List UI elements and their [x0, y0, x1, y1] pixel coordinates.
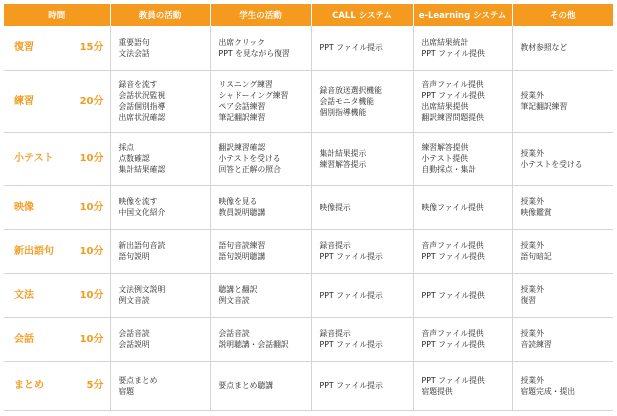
session-minutes: 20分 [79, 95, 104, 107]
teacher-cell [110, 317, 210, 361]
elearning-cell [413, 229, 512, 273]
call-cell [311, 26, 413, 70]
session-cell [4, 273, 110, 317]
session-cell [4, 361, 110, 410]
cell-line: 音声ファイル提供 [421, 80, 484, 89]
session-minutes: 10分 [79, 289, 104, 301]
call-cell [311, 70, 413, 132]
elearning-cell [413, 273, 512, 317]
table-row [4, 361, 613, 410]
cell-line: 要点まとめ聴講 [218, 381, 274, 390]
other-cell [512, 132, 613, 185]
cell-line: リスニング練習 [218, 80, 273, 89]
teacher-cell [110, 361, 210, 410]
cell-line: 出席結果提供 [421, 102, 469, 111]
cell-line: 会話音読 [218, 329, 250, 338]
session-cell [4, 185, 110, 229]
header-call: CALL システム [311, 4, 413, 26]
cell-line: 練習解答提示 [319, 159, 367, 169]
session-name: 会話 [14, 333, 34, 345]
session-minutes: 10分 [79, 333, 104, 345]
cell-line: 会話説明 [118, 340, 150, 349]
student-cell [210, 273, 311, 317]
cell-line: PPT ファイル提供 [421, 252, 485, 261]
cell-line: 音読練習 [520, 340, 552, 349]
student-cell [210, 229, 311, 273]
session-cell [4, 317, 110, 361]
header-time: 時間 [4, 4, 110, 26]
table-row [4, 185, 613, 229]
session-cell [4, 26, 110, 70]
lesson-activity-table [4, 4, 613, 411]
cell-line: 語句音読練習 [218, 241, 266, 250]
header-other: その他 [512, 4, 613, 26]
cell-line: 会話音読 [118, 329, 150, 338]
teacher-cell [110, 70, 210, 132]
student-cell [210, 132, 311, 185]
cell-line: 宿題完成・提出 [520, 386, 576, 396]
cell-line: PPT ファイル提示 [319, 290, 383, 300]
cell-line: 小テストを受ける [520, 159, 583, 169]
cell-line: 授業外 [520, 148, 544, 158]
cell-line: PPT ファイル提供 [421, 91, 485, 100]
header-teacher: 教員の活動 [110, 4, 210, 26]
cell-line: 宿題 [118, 386, 135, 396]
cell-line: 映像提示 [319, 202, 351, 212]
other-cell [512, 185, 613, 229]
cell-line: 宿題提供 [421, 386, 453, 396]
cell-line: 出席結果統計 [421, 37, 469, 47]
teacher-cell [110, 185, 210, 229]
cell-line: 文法例文説明 [118, 285, 166, 294]
cell-line: 授業外 [520, 375, 544, 385]
table-body [4, 26, 613, 410]
student-cell [210, 185, 311, 229]
call-cell [311, 229, 413, 273]
cell-line: PPT ファイル提供 [421, 340, 485, 349]
session-name: 小テスト [14, 153, 54, 164]
cell-line: PPT ファイル提示 [319, 43, 383, 53]
cell-line: 語句暗記 [520, 252, 552, 261]
cell-line: 中国文化紹介 [118, 208, 166, 217]
cell-line: 集計結果確認 [118, 165, 166, 174]
cell-line: 筆記翻訳練習 [218, 113, 266, 122]
table-row [4, 26, 613, 70]
student-cell [210, 70, 311, 132]
cell-line: 筆記翻訳練習 [520, 102, 568, 111]
cell-line: 映像鑑賞 [520, 208, 552, 217]
cell-line: 授業外 [520, 329, 544, 338]
cell-line: 出席状況確認 [118, 113, 166, 122]
table-row [4, 70, 613, 132]
header-elearning: e-Learning システム [413, 4, 512, 26]
cell-line: 要点まとめ [118, 375, 158, 385]
cell-line: 映像を流す [118, 197, 158, 206]
cell-line: PPT ファイル提示 [319, 381, 383, 390]
session-name: まとめ [14, 380, 44, 391]
cell-line: 復習 [520, 296, 537, 305]
session-cell [4, 229, 110, 273]
elearning-cell [413, 70, 512, 132]
cell-line: 個別指導機能 [319, 107, 367, 117]
cell-line: 自動採点・集計 [421, 165, 477, 174]
cell-line: 集計結果提示 [319, 148, 367, 158]
cell-line: PPT ファイル提供 [421, 290, 485, 300]
other-cell [512, 317, 613, 361]
cell-line: 翻訳練習問題提供 [421, 113, 484, 122]
cell-line: 翻訳練習確認 [218, 143, 266, 152]
table-row [4, 317, 613, 361]
table-row [4, 132, 613, 185]
header-student: 学生の活動 [210, 4, 311, 26]
other-cell [512, 26, 613, 70]
other-cell [512, 361, 613, 410]
table-row [4, 229, 613, 273]
teacher-cell [110, 229, 210, 273]
session-name: 復習 [14, 42, 34, 54]
cell-line: 音声ファイル提供 [421, 241, 484, 250]
cell-line: 文法会話 [118, 48, 150, 58]
other-cell [512, 273, 613, 317]
student-cell [210, 361, 311, 410]
session-minutes: 15分 [79, 42, 104, 54]
call-cell [311, 317, 413, 361]
elearning-cell [413, 185, 512, 229]
cell-line: 出席クリック [218, 37, 265, 47]
cell-line: 教員説明聴講 [218, 208, 266, 217]
session-minutes: 10分 [79, 153, 104, 164]
cell-line: 映像ファイル提供 [421, 202, 484, 212]
cell-line: 授業外 [520, 285, 544, 294]
cell-line: ペア会話練習 [218, 102, 266, 111]
cell-line: 重要語句 [118, 37, 150, 47]
cell-line: 録音放送選択機能 [319, 85, 382, 95]
cell-line: 会話モニタ機能 [319, 96, 375, 106]
call-cell [311, 185, 413, 229]
cell-line: 聴講と翻訳 [218, 285, 258, 294]
cell-line: 授業外 [520, 197, 544, 206]
cell-line: 授業外 [520, 241, 544, 250]
other-cell [512, 229, 613, 273]
session-cell [4, 132, 110, 185]
elearning-cell [413, 132, 512, 185]
cell-line: 小テストを受ける [218, 154, 281, 163]
cell-line: 語句説明聴講 [218, 252, 266, 261]
call-cell [311, 273, 413, 317]
cell-line: PPT ファイル提示 [319, 252, 383, 261]
cell-line: 会話状況監視 [118, 91, 166, 100]
cell-line: 録音提示 [319, 241, 351, 250]
teacher-cell [110, 132, 210, 185]
cell-line: PPT ファイル提供 [421, 375, 485, 385]
cell-line: PPT を見ながら復習 [218, 48, 290, 58]
cell-line: 回答と正解の照合 [218, 165, 281, 174]
cell-line: 語句説明 [118, 252, 150, 261]
session-name: 新出語句 [14, 245, 54, 257]
elearning-cell [413, 317, 512, 361]
cell-line: 録音提示 [319, 329, 351, 338]
student-cell [210, 317, 311, 361]
cell-line: 教材参照など [520, 43, 568, 53]
cell-line: シャドーイング練習 [218, 91, 289, 100]
call-cell [311, 132, 413, 185]
table-row [4, 273, 613, 317]
cell-line: 授業外 [520, 91, 544, 100]
cell-line: PPT ファイル提示 [319, 340, 383, 349]
cell-line: 例文音読 [118, 296, 150, 305]
cell-line: 説明聴講・会話翻訳 [218, 340, 289, 349]
other-cell [512, 70, 613, 132]
cell-line: PPT ファイル提供 [421, 48, 485, 58]
cell-line: 練習解答提供 [421, 143, 469, 152]
session-name: 練習 [14, 95, 34, 107]
cell-line: 録音を流す [118, 80, 158, 89]
cell-line: 会話個別指導 [118, 102, 166, 111]
header-row [4, 4, 613, 26]
elearning-cell [413, 361, 512, 410]
cell-line: 例文音読 [218, 296, 250, 305]
cell-line: 点数確認 [118, 154, 150, 163]
session-name: 文法 [14, 289, 34, 301]
session-minutes: 10分 [79, 245, 104, 257]
teacher-cell [110, 273, 210, 317]
cell-line: 小テスト提供 [421, 154, 468, 163]
teacher-cell [110, 26, 210, 70]
call-cell [311, 361, 413, 410]
cell-line: 映像を見る [218, 197, 258, 206]
session-cell [4, 70, 110, 132]
elearning-cell [413, 26, 512, 70]
cell-line: 音声ファイル提供 [421, 329, 484, 338]
cell-line: 採点 [118, 143, 135, 152]
session-name: 映像 [14, 201, 34, 213]
cell-line: 新出語句音読 [118, 241, 166, 250]
session-minutes: 10分 [79, 201, 104, 213]
session-minutes: 5分 [86, 380, 104, 391]
student-cell [210, 26, 311, 70]
